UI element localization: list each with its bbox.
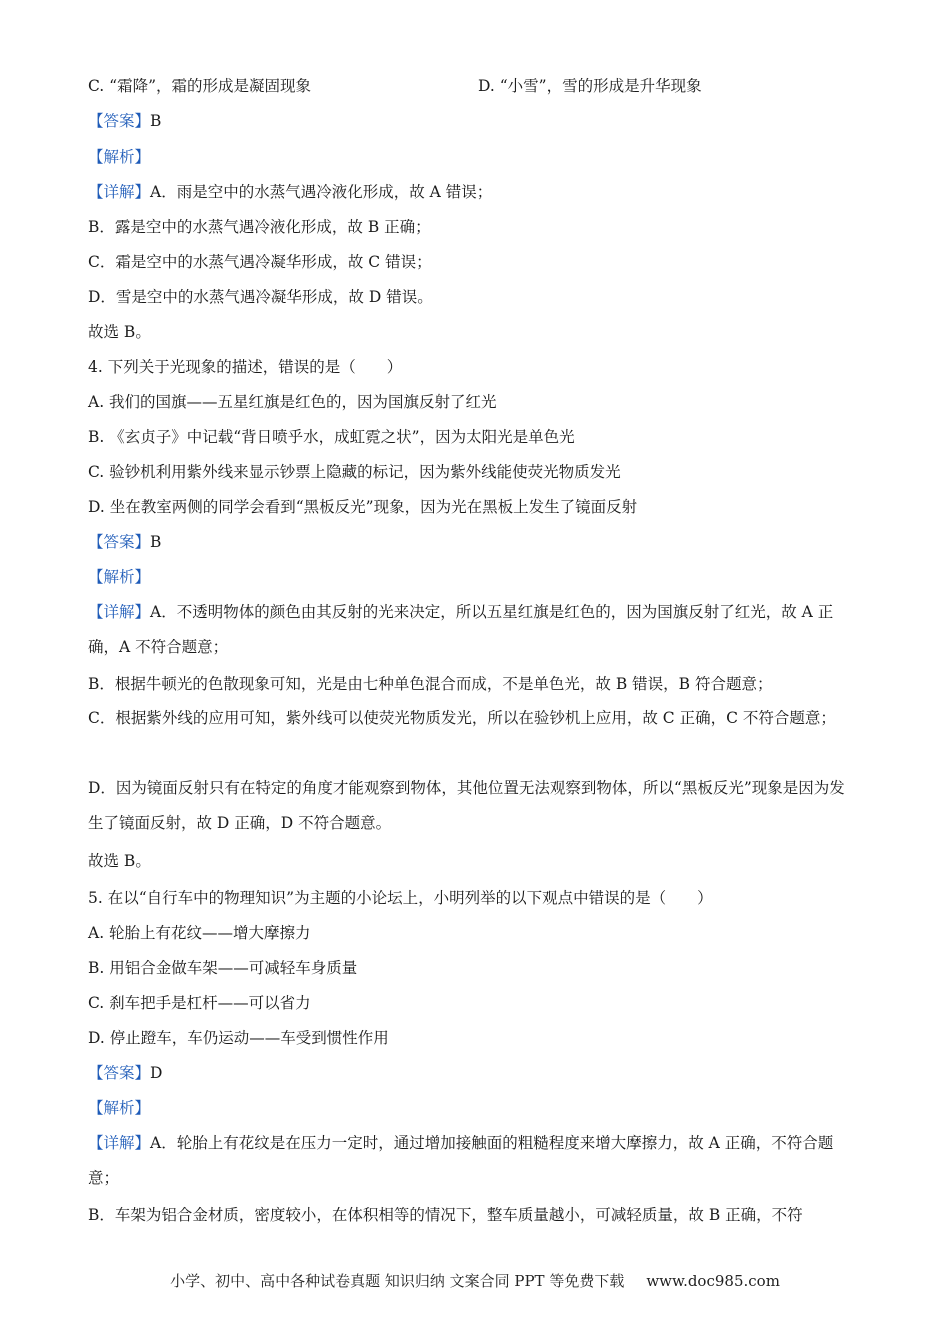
q4-option-c: C. 验钞机利用紫外线来显示钞票上隐藏的标记，因为紫外线能使荧光物质发光 bbox=[88, 463, 621, 481]
detail-tag: 【详解】 bbox=[88, 1134, 151, 1152]
detail-text: A．轮胎上有花纹是在压力一定时，通过增加接触面的粗糙程度来增大摩擦力，故 A 正确，不符合题意； bbox=[88, 1134, 834, 1187]
q3-option-c: C. “霜降”，霜的形成是凝固现象 bbox=[88, 77, 312, 95]
q5-option-c: C. 刹车把手是杠杆——可以省力 bbox=[88, 994, 311, 1012]
q4-option-a: A. 我们的国旗——五星红旗是红色的，因为国旗反射了红光 bbox=[88, 393, 497, 411]
answer-tag: 【答案】 bbox=[88, 533, 151, 551]
answer-tag: 【答案】 bbox=[88, 1064, 151, 1082]
q5-option-a: A. 轮胎上有花纹——增大摩擦力 bbox=[88, 924, 311, 942]
q5-answer bbox=[88, 1063, 162, 1083]
answer-tag: 【答案】 bbox=[88, 112, 151, 130]
q5-detail-b: B．车架为铝合金材质，密度较小，在体积相等的情况下，整车质量越小，可减轻质量，故 B 正确，不符 bbox=[88, 1206, 803, 1224]
q4-detail-a bbox=[88, 595, 858, 665]
q3-detail-line: D．雪是空中的水蒸气遇冷凝华形成，故 D 错误。 bbox=[88, 288, 433, 306]
q4-option-d: D. 坐在教室两侧的同学会看到“黑板反光”现象，因为光在黑板上发生了镜面反射 bbox=[88, 498, 638, 516]
q3-conclusion: 故选 B。 bbox=[88, 323, 151, 341]
q3-analysis-tag: 【解析】 bbox=[88, 148, 151, 166]
footer-text: 小学、初中、高中各种试卷真题 知识归纳 文案合同 PPT 等免费下载 bbox=[170, 1272, 625, 1290]
q3-option-d: D. “小雪”，雪的形成是升华现象 bbox=[478, 77, 702, 95]
q3-detail-line: C．霜是空中的水蒸气遇冷凝华形成，故 C 错误； bbox=[88, 253, 432, 271]
q4-analysis-tag: 【解析】 bbox=[88, 568, 151, 586]
q4-answer bbox=[88, 532, 161, 552]
q3-answer bbox=[88, 111, 161, 131]
q4-stem: 4. 下列关于光现象的描述，错误的是（ ） bbox=[88, 358, 403, 376]
q4-detail-d: D．因为镜面反射只有在特定的角度才能观察到物体，其他位置无法观察到物体，所以“黑板反光”现象是因为发生了镜面反射，故 D 正确，D 不符合题意。 bbox=[88, 779, 845, 832]
page-footer bbox=[0, 1270, 950, 1291]
q4-detail-c: C．根据紫外线的应用可知，紫外线可以使荧光物质发光，所以在验钞机上应用，故 C 正确，C 不符合题意； bbox=[88, 709, 836, 727]
detail-tag: 【详解】 bbox=[88, 603, 151, 621]
q4-option-b: B. 《玄贞子》中记载“背日喷乎水，成虹霓之状”，因为太阳光是单色光 bbox=[88, 428, 575, 446]
q5-detail-a bbox=[88, 1126, 858, 1196]
q3-detail-line: B．露是空中的水蒸气遇冷液化形成，故 B 正确； bbox=[88, 218, 431, 236]
detail-text: A．雨是空中的水蒸气遇冷液化形成，故 A 错误； bbox=[150, 183, 493, 201]
q3-detail-line bbox=[88, 182, 492, 202]
q5-stem: 5. 在以“自行车中的物理知识”为主题的小论坛上，小明列举的以下观点中错误的是（ ） bbox=[88, 889, 713, 907]
answer-value: B bbox=[150, 112, 162, 130]
detail-text: A．不透明物体的颜色由其反射的光来决定，所以五星红旗是红色的，因为国旗反射了红光，故 A 正确，A 不符合题意； bbox=[88, 603, 834, 656]
detail-tag: 【详解】 bbox=[88, 183, 151, 201]
answer-value: B bbox=[150, 533, 162, 551]
q5-option-d: D. 停止蹬车，车仍运动——车受到惯性作用 bbox=[88, 1029, 389, 1047]
answer-value: D bbox=[150, 1064, 163, 1082]
q4-detail-b: B．根据牛顿光的色散现象可知，光是由七种单色混合而成，不是单色光，故 B 错误，B 符合题意； bbox=[88, 675, 773, 693]
q5-analysis-tag: 【解析】 bbox=[88, 1099, 151, 1117]
footer-site-link[interactable]: www.doc985.com bbox=[646, 1272, 780, 1290]
q4-conclusion: 故选 B。 bbox=[88, 852, 151, 870]
q5-option-b: B. 用铝合金做车架——可减轻车身质量 bbox=[88, 959, 358, 977]
